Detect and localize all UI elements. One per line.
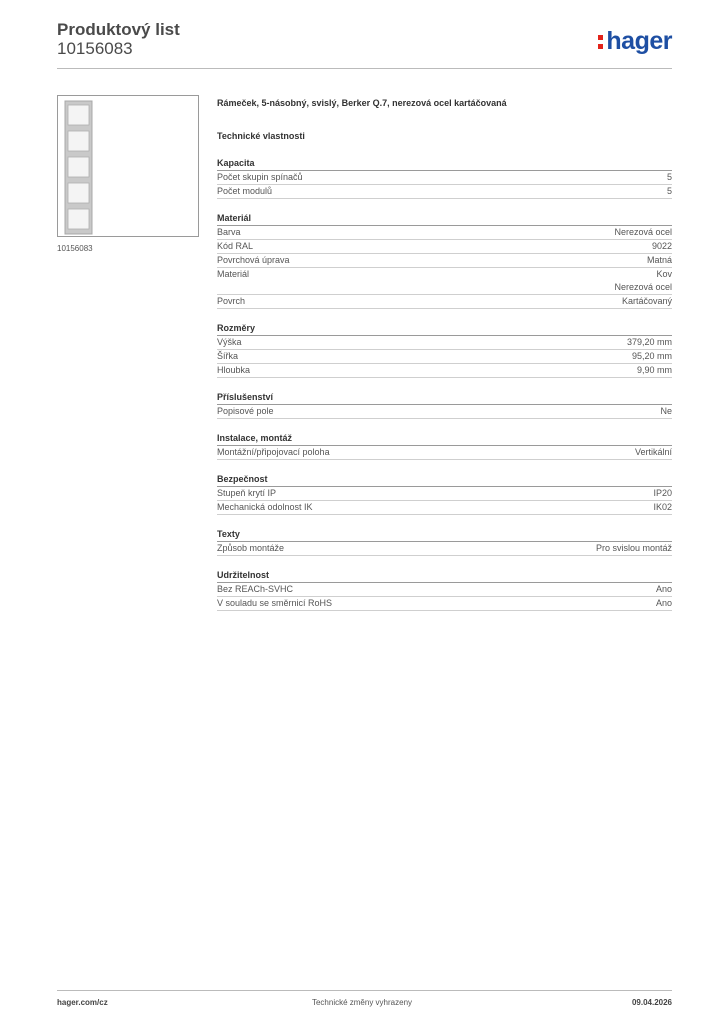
spec-value — [667, 185, 672, 198]
spec-label: Hloubka — [217, 365, 251, 375]
spec-value-line: IP20 — [653, 488, 672, 498]
spec-value — [596, 542, 672, 555]
spec-row — [217, 597, 672, 611]
spec-label: Počet modulů — [217, 186, 273, 196]
section-title: Bezpečnost — [217, 472, 672, 487]
spec-value-line: Matná — [646, 255, 672, 265]
spec-label: V souladu se směrnicí RoHS — [217, 598, 333, 608]
spec-value — [635, 446, 672, 459]
spec-row — [217, 583, 672, 597]
spec-value — [627, 336, 672, 349]
spec-value — [667, 171, 672, 184]
spec-section — [217, 431, 672, 460]
page-title: Produktový list — [57, 20, 180, 39]
header-divider — [57, 68, 672, 69]
spec-row — [217, 405, 672, 419]
footer-date: 09.04.2026 — [631, 998, 672, 1007]
spec-value — [653, 501, 672, 514]
spec-value-line: 9,90 mm — [636, 365, 672, 375]
spec-section — [217, 568, 672, 611]
spec-row — [217, 542, 672, 556]
footer-notice: Technické změny vyhrazeny — [311, 998, 413, 1007]
spec-label: Materiál — [217, 269, 250, 279]
spec-row — [217, 171, 672, 185]
tech-heading: Technické vlastnosti — [217, 131, 305, 141]
spec-content — [217, 96, 672, 611]
spec-value-line: IK02 — [653, 502, 672, 512]
spec-row — [217, 487, 672, 501]
spec-row — [217, 501, 672, 515]
spec-value-line: Pro svislou montáž — [595, 543, 672, 553]
spec-value-line: 95,20 mm — [631, 351, 672, 361]
spec-section — [217, 211, 672, 309]
spec-label: Stupeň krytí IP — [217, 488, 277, 498]
spec-value — [660, 405, 672, 418]
image-caption: 10156083 — [57, 244, 93, 253]
spec-row — [217, 254, 672, 268]
spec-section — [217, 472, 672, 515]
spec-label: Výška — [217, 337, 242, 347]
spec-label: Kód RAL — [217, 241, 254, 251]
spec-value-line: Ne — [660, 406, 672, 416]
product-number: 10156083 — [57, 39, 133, 58]
section-title: Texty — [217, 527, 672, 542]
spec-row — [217, 268, 672, 295]
section-title: Udržitelnost — [217, 568, 672, 583]
spec-row — [217, 185, 672, 199]
spec-value — [653, 487, 672, 500]
spec-label: Povrch — [217, 296, 246, 306]
spec-row — [217, 240, 672, 254]
spec-value-line: Ano — [655, 584, 672, 594]
spec-value-line: 379,20 mm — [626, 337, 672, 347]
spec-section — [217, 390, 672, 419]
spec-label: Šířka — [217, 351, 239, 361]
spec-value — [656, 597, 672, 610]
spec-value — [647, 254, 672, 267]
section-title: Materiál — [217, 211, 672, 226]
product-title: Rámeček, 5-násobný, svislý, Berker Q.7, nerezová ocel kartáčovaná — [217, 98, 507, 108]
spec-label: Způsob montáže — [217, 543, 285, 553]
spec-row — [217, 226, 672, 240]
spec-section — [217, 156, 672, 199]
spec-value-line: Kartáčovaný — [621, 296, 672, 306]
spec-section — [217, 527, 672, 556]
spec-value-line: Nerezová ocel — [614, 227, 672, 237]
spec-row — [217, 295, 672, 309]
spec-label: Mechanická odolnost IK — [217, 502, 313, 512]
spec-value-line: Nerezová ocel — [614, 282, 672, 292]
spec-label: Povrchová úprava — [217, 255, 290, 265]
spec-value-line: 9022 — [651, 241, 672, 251]
spec-row — [217, 364, 672, 378]
spec-section — [217, 321, 672, 378]
spec-value — [632, 350, 672, 363]
spec-label: Počet skupin spínačů — [217, 172, 303, 182]
section-title: Rozměry — [217, 321, 672, 336]
spec-row — [217, 350, 672, 364]
spec-value — [637, 364, 672, 377]
spec-value — [622, 295, 672, 308]
spec-value-line: 5 — [666, 186, 672, 196]
logo-dots-icon — [598, 35, 603, 49]
section-title: Kapacita — [217, 156, 672, 171]
frame-5-gang-vertical-icon — [58, 96, 198, 236]
spec-value — [614, 226, 672, 239]
footer-website-link[interactable]: hager.com/cz — [57, 998, 108, 1007]
spec-value-line: Vertikální — [634, 447, 672, 457]
spec-label: Barva — [217, 227, 241, 237]
spec-value-line: Ano — [655, 598, 672, 608]
spec-value-line: 5 — [666, 172, 672, 182]
spec-value-line: Kov — [656, 269, 672, 279]
spec-value — [656, 583, 672, 596]
spec-row — [217, 446, 672, 460]
section-title: Instalace, montáž — [217, 431, 672, 446]
spec-label: Montážní/připojovací poloha — [217, 447, 330, 457]
product-image — [57, 95, 199, 237]
spec-sections — [217, 156, 672, 611]
logo-text: hager — [606, 26, 672, 55]
hager-logo — [598, 28, 672, 54]
footer-divider — [57, 990, 672, 991]
spec-label: Bez REACh-SVHC — [217, 584, 294, 594]
spec-label: Popisové pole — [217, 406, 274, 416]
spec-value — [614, 268, 672, 294]
spec-row — [217, 336, 672, 350]
spec-value — [652, 240, 672, 253]
section-title: Příslušenství — [217, 390, 672, 405]
